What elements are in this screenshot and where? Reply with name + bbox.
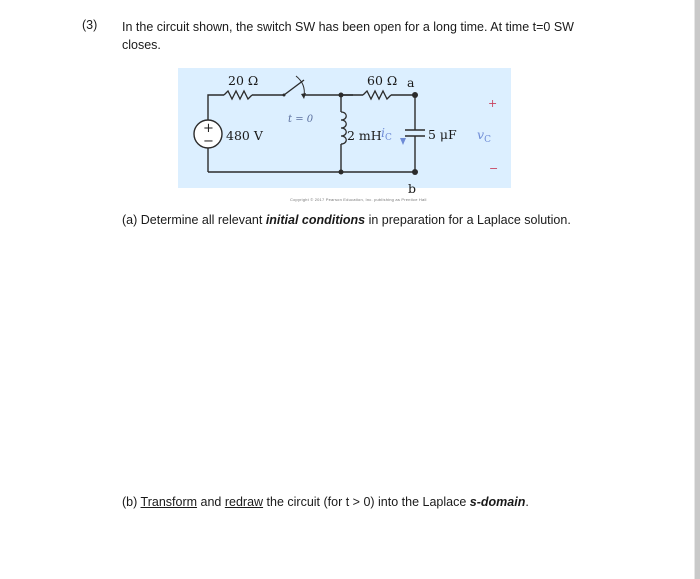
part-b-word-transform: Transform (140, 495, 198, 509)
question-number: (3) (82, 18, 98, 32)
label-node-b: b (408, 181, 417, 196)
node-b-dot (412, 169, 418, 175)
label-node-a: a (407, 75, 415, 90)
part-b-emphasis: s-domain (469, 495, 526, 509)
part-b-suffix: . (525, 495, 529, 509)
label-r2: 60 Ω (367, 73, 398, 88)
label-voltage-sub: C (484, 135, 491, 145)
part-a-prompt (122, 213, 571, 227)
polarity-minus: − (489, 162, 499, 175)
source-plus: + (203, 121, 214, 136)
label-source-voltage: 480 V (226, 128, 263, 143)
part-a-emphasis: initial conditions (265, 213, 366, 227)
source-minus: − (203, 134, 214, 149)
figure-credit: Copyright © 2017 Pearson Education, Inc. publishing as Prentice Hall (290, 197, 427, 202)
label-inductor: 2 mH (347, 128, 382, 143)
polarity-plus: + (488, 97, 498, 110)
question-text: In the circuit shown, the switch SW has been open for a long time. At time t=0 SW closes. (122, 20, 574, 52)
label-switch: t = 0 (288, 114, 314, 125)
page-edge-shadow (695, 0, 700, 579)
switch-pivot (283, 94, 286, 97)
label-current-main: i (381, 125, 385, 140)
label-voltage-main: v (477, 127, 485, 142)
part-b-word-redraw: redraw (224, 495, 264, 509)
part-a-suffix: in preparation for a Laplace solution. (365, 213, 571, 227)
circuit-diagram (178, 60, 518, 200)
label-r1: 20 Ω (228, 73, 259, 88)
label-current-sub: C (385, 133, 392, 143)
part-b-mid1: and (197, 495, 225, 509)
part-a-prefix: (a) Determine all relevant (122, 213, 266, 227)
part-b-prompt (122, 495, 529, 509)
part-b-mid2: the circuit (for t > 0) into the Laplace (263, 495, 470, 509)
node-bottom-middle (339, 170, 344, 175)
part-b-prefix: (b) (122, 495, 141, 509)
label-capacitor: 5 μF (428, 127, 457, 142)
